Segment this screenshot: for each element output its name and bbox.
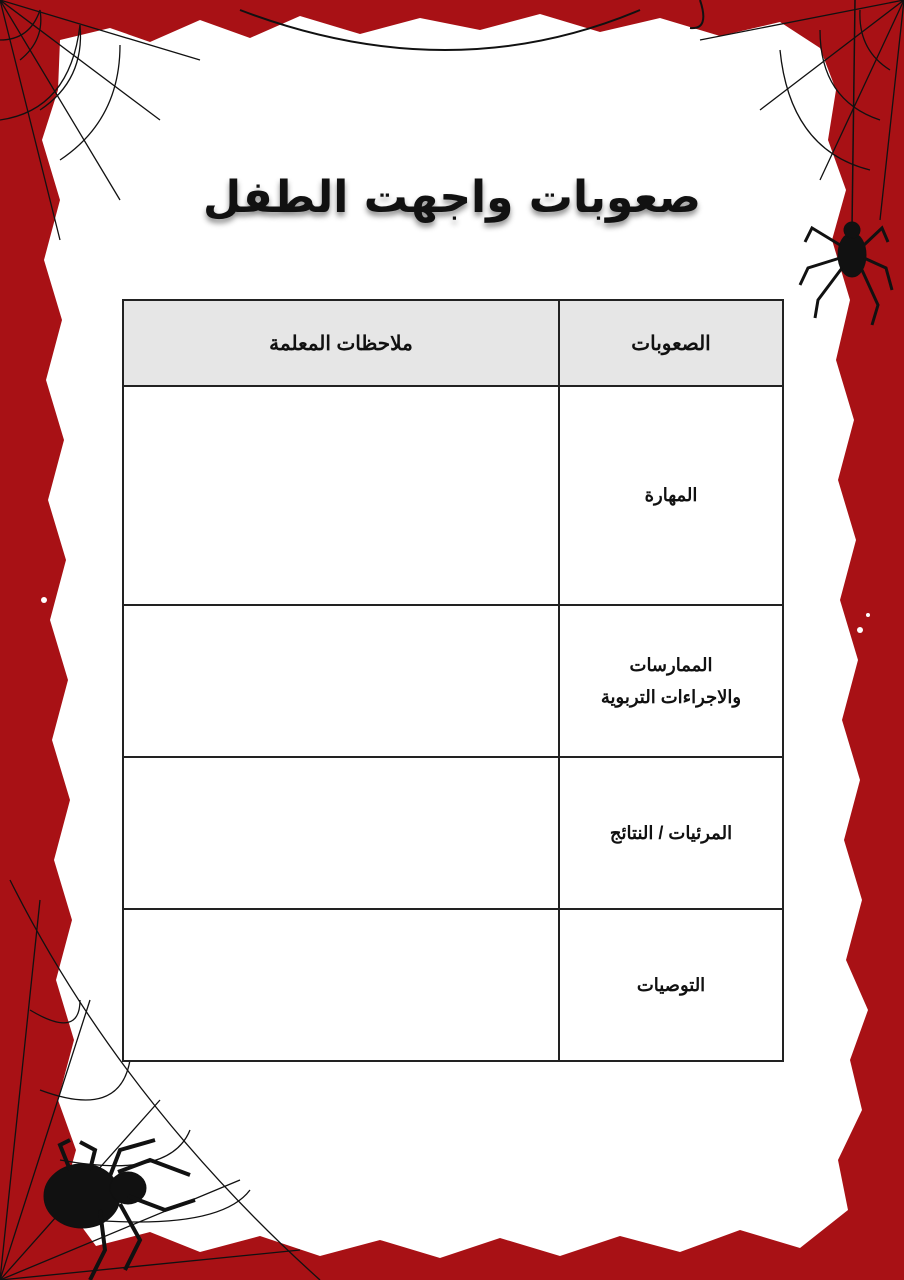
table-row — [123, 909, 783, 1061]
notes-cell[interactable] — [123, 605, 559, 757]
table-row — [123, 605, 783, 757]
row-label-practices-text: الممارسات والاجراءات التربوية — [600, 654, 742, 707]
row-label-recommendations: التوصيات — [559, 909, 783, 1061]
header-teacher-notes: ملاحظات المعلمة — [123, 300, 559, 386]
table-header-row — [123, 300, 783, 386]
difficulties-table — [122, 299, 784, 1062]
notes-cell[interactable] — [123, 386, 559, 605]
notes-cell[interactable] — [123, 909, 559, 1061]
page-title: صعوبات واجهت الطفل — [202, 172, 701, 223]
row-label-observations: المرئيات / النتائج — [559, 757, 783, 909]
table-row — [123, 386, 783, 605]
notes-cell[interactable] — [123, 757, 559, 909]
header-difficulties: الصعوبات — [559, 300, 783, 386]
row-label-skill: المهارة — [559, 386, 783, 605]
row-label-practices — [559, 605, 783, 757]
table-row — [123, 757, 783, 909]
